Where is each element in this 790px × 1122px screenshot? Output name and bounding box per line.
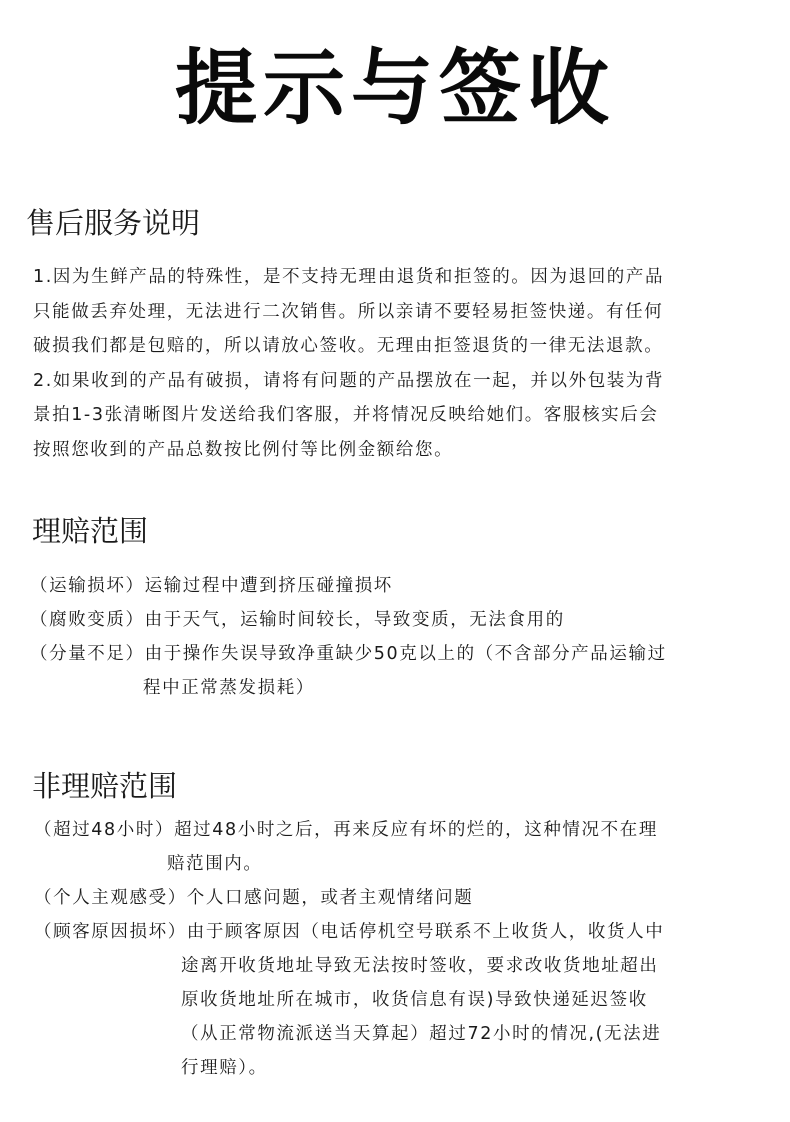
non-claim-item-over-48h-cont: 赔范围内。 [167, 854, 263, 874]
non-claim-item-customer-cause-cont: 途离开收货地址导致无法按时签收，要求改收货地址超出 [181, 956, 659, 976]
after-sales-paragraph [33, 260, 763, 467]
non-claim-item-customer-cause-cont: 原收货地址所在城市，收货信息有误)导致快递延迟签收 [181, 990, 648, 1010]
after-sales-line: 破损我们都是包赔的，所以请放心签收。无理由拒签退货的一律无法退款。 [33, 336, 664, 356]
non-claim-item-customer-cause: （顾客原因损坏）由于顾客原因（电话停机空号联系不上收货人，收货人中 [34, 922, 665, 942]
non-claim-item-personal-taste: （个人主观感受）个人口感问题，或者主观情绪问题 [34, 888, 474, 908]
non-claim-item-over-48h: （超过48小时）超过48小时之后，再来反应有坏的烂的，这种情况不在理 [34, 820, 658, 840]
non-claim-item-customer-cause-cont: 行理赔）。 [181, 1058, 268, 1078]
page-title: 提示与签收 [174, 40, 615, 136]
after-sales-line: 景拍1-3张清晰图片发送给我们客服，并将情况反映给她们。客服核实后会 [33, 405, 659, 425]
non-claim-scope-heading: 非理赔范围 [32, 769, 178, 803]
claim-item-spoilage: （腐败变质）由于天气，运输时间较长，导致变质，无法食用的 [30, 610, 565, 630]
after-sales-heading: 售后服务说明 [26, 206, 201, 240]
after-sales-line: 只能做丢弃处理，无法进行二次销售。所以亲请不要轻易拒签快递。有任何 [33, 301, 664, 322]
non-claim-item-customer-cause-cont: （从正常物流派送当天算起）超过72小时的情况,(无法进 [181, 1024, 662, 1044]
claim-item-transport-damage: （运输损坏）运输过程中遭到挤压碰撞损坏 [30, 576, 393, 596]
after-sales-line: 2.如果收到的产品有破损，请将有问题的产品摆放在一起，并以外包装为背 [33, 370, 665, 391]
after-sales-line: 1.因为生鲜产品的特殊性，是不支持无理由退货和拒签的。因为退回的产品 [33, 267, 665, 287]
claim-item-short-weight: （分量不足）由于操作失误导致净重缺少50克以上的（不含部分产品运输过 [30, 644, 667, 664]
claim-scope-heading: 理赔范围 [32, 514, 149, 548]
after-sales-line: 按照您收到的产品总数按比例付等比例金额给您。 [33, 439, 454, 460]
claim-item-short-weight-cont: 程中正常蒸发损耗） [143, 678, 315, 698]
